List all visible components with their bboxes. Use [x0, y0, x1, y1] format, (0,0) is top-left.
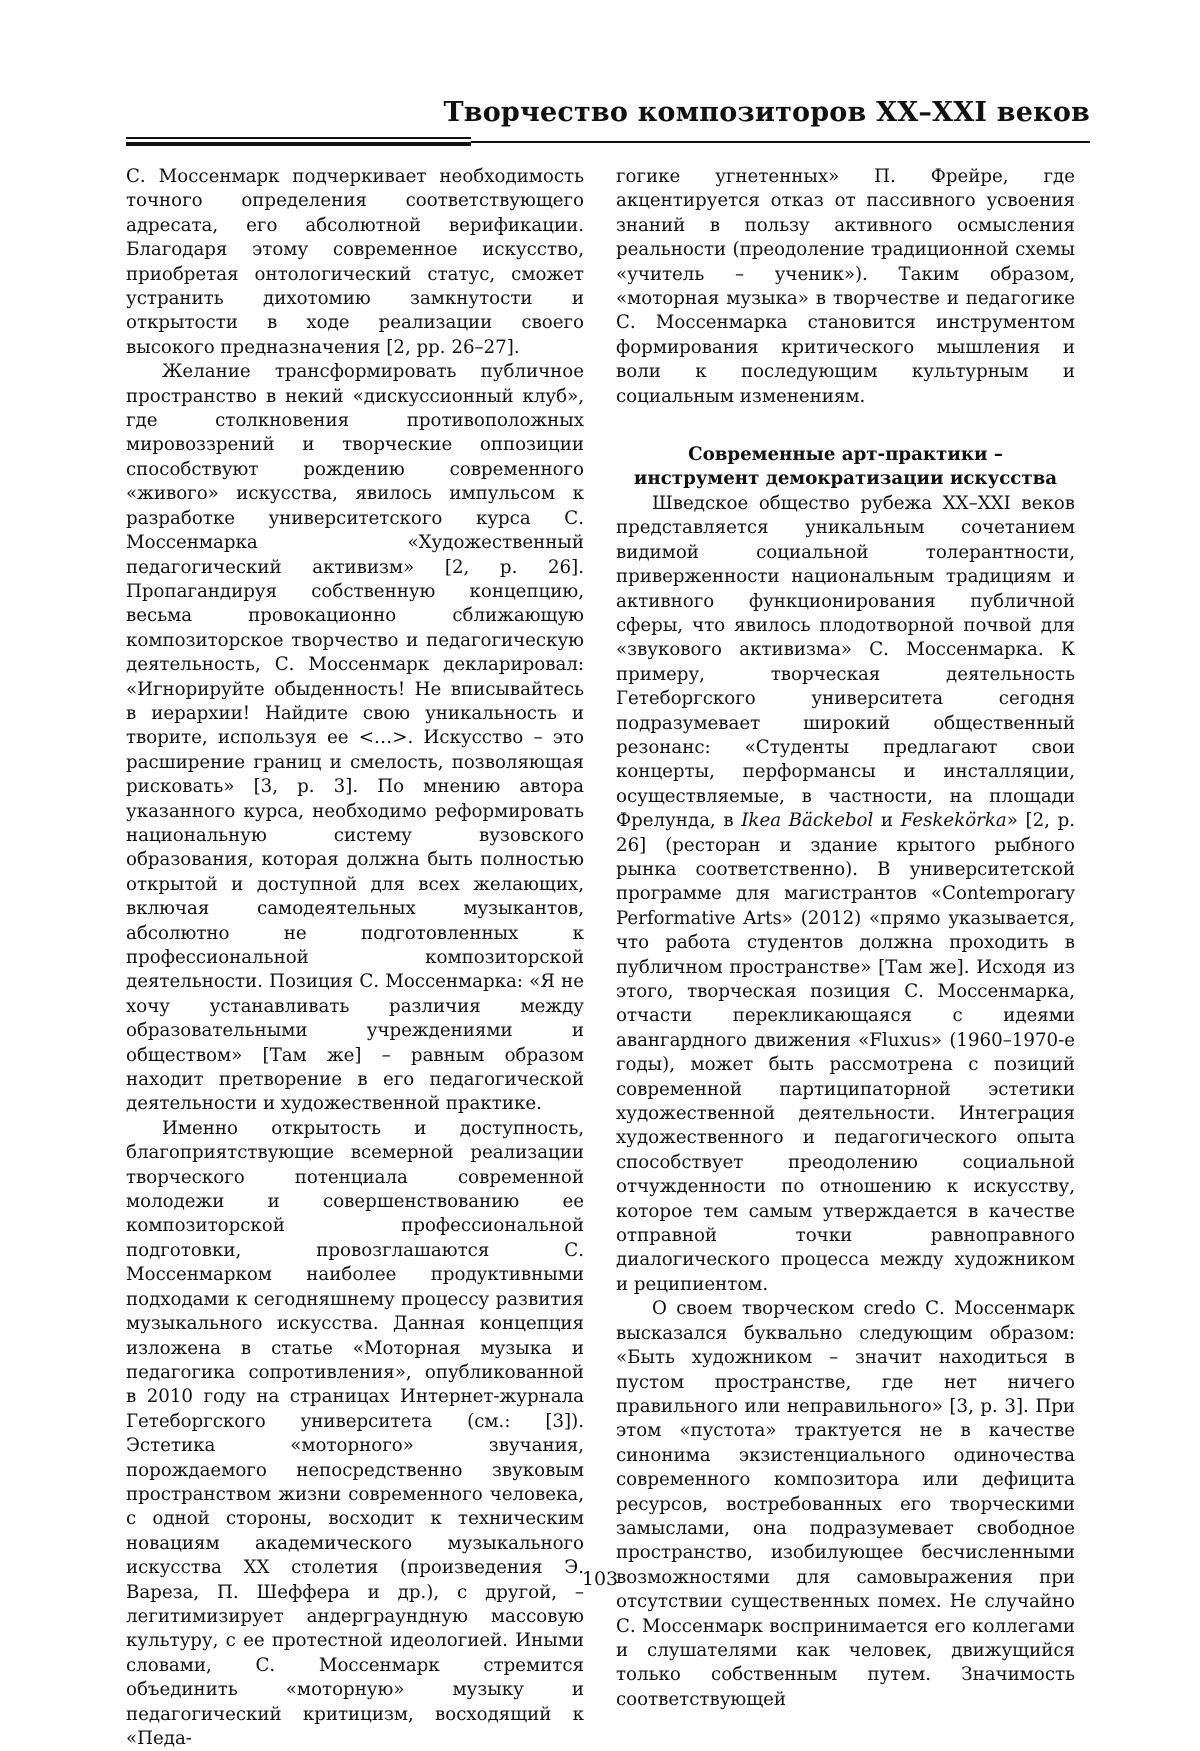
header-rule-thin	[126, 137, 471, 139]
italic-term-feskekorka: Feskekörka	[900, 810, 1007, 832]
header-rule-long	[471, 141, 1090, 143]
section-heading	[616, 443, 1075, 492]
running-header-title: Творчество композиторов XX–XXI веков	[443, 97, 1090, 128]
header-rule-thick	[126, 142, 471, 146]
left-column	[126, 165, 584, 1751]
right-paragraph-1: гогике угнетенных» П. Фрейре, где акцентируется отказ от пассивного усвоения знаний в пользу активного осмысления реальности (преодоление традиционной схемы «учитель – ученик»). Таким образом, «моторная музыка» в творчестве и педагогике С. Моссенмарка становится инструментом формирования критического мышления и воли к последующим культурным и социальным изменениям.	[616, 166, 1075, 407]
section-heading-line-1: Современные арт-практики –	[688, 444, 1003, 466]
right-paragraph-2-rest: » [2, p. 26] (ресторан и здание крытого рыбного рынка соответственно). В университетской программе для магистрантов «Contemporary Performative Arts» (2012) «прямо указывается, что работа студентов должна проходить в публичном пространстве» [Там же]. Исходя из этого, творческая позиция С. Моссенмарка, отчасти перекликающаяся с идеями авангардного движения «Fluxus» (1960–1970-е годы), может быть рассмотрена с позиций современной партиципаторной эстетики художественной деятельности. Интеграция художественного и педагогического опыта способствует преодолению социальной отчужденности по отношению к искусству, которое тем самым утверждается в качестве отправной точки равноправного диалогического процесса между художником и реципиентом.	[616, 810, 1076, 1295]
italic-term-ikea: Ikea Bäckebol	[741, 810, 874, 832]
left-paragraph-3: Именно открытость и доступность, благоприятствующие всемерной реализации творческого потенциала современной молодежи и совершенствованию ее композиторской профессиональной подготовки, провозглашаются С. Моссенмарком наиболее продуктивными подходами к сегодняшнему процессу развития музыкального искусства. Данная концепция изложена в статье «Моторная музыка и педагогика сопротивления», опубликованной в 2010 году на страницах Интернет-журнала Гетеборгского университета (см.: [3]). Эстетика «моторного» звучания, порождаемого непосредственно звуковым пространством жизни современного человека, с одной стороны, восходит к техническим новациям академического музыкального искусства XX столетия (произведения Э. Вареза, П. Шеффера и др.), с другой, – легитимизирует андерграундную массовую культуру, с ее протестной идеологией. Иными словами, С. Моссенмарк стремится объединить «моторную» музыку и педагогический критицизм, восходящий к «Педа-	[126, 1117, 584, 1749]
section-heading-line-2: инструмент демократизации искусства	[633, 468, 1058, 490]
right-paragraph-2	[616, 492, 1075, 1297]
right-paragraph-3: О своем творческом credo С. Моссенмарк высказался буквально следующим образом: «Быть художником – значит находиться в пустом пространстве, где нет ничего правильного или неправильного» [3, p. 3]. При этом «пустота» трактуется не в качестве синонима экзистенциального одиночества современного композитора или дефицита ресурсов, востребованных его творческими замыслами, она подразумевает свободное пространство, изобилующее бесчисленными возможностями для самовыражения при отсутствии существенных помех. Не случайно С. Моссенмарк воспринимается его коллегами и слушателями как человек, движущийся только собственным путем. Значимость соответствующей	[616, 1298, 1075, 1710]
right-paragraph-2-text: Шведское общество рубежа XX–XXI веков представляется уникальным сочетанием видимой социальной толерантности, приверженности национальным традициям и активного функционирования публичной сферы, что явилось плодотворной почвой для «звукового активизма» С. Моссенмарка. К примеру, творческая деятельность Гетеборгского университета сегодня подразумевает широкий общественный резонанс: «Студенты предлагают свои концерты, перформансы и инсталляции, осуществляемые, в частности, на площади Фрелунда, в	[616, 492, 1075, 832]
left-paragraph-1: С. Моссенмарк подчеркивает необходимость точного определения соответствующего адресата, его абсолютной верификации. Благодаря этому современное искусство, приобретая онтологический статус, сможет устранить дихотомию замкнутости и открытости в ходе реализации своего высокого предназначения [2, pp. 26–27].	[126, 166, 584, 358]
page-number: 103	[581, 1568, 619, 1590]
left-paragraph-2: Желание трансформировать публичное пространство в некий «дискуссионный клуб», где столкновения противоположных мировоззрений и творческие оппозиции способствуют рождению современного «живого» искусства, явилось импульсом к разработке университетского курса С. Моссенмарка «Художественный педагогический активизм» [2, p. 26]. Пропагандируя собственную концепцию, весьма провокационно сближающую композиторское творчество и педагогическую деятельность, С. Моссенмарк декларировал: «Игнорируйте обыденность! Не вписывайтесь в иерархии! Найдите свою уникальность и творите, используя ее <…>. Искусство – это расширение границ и смелость, позволяющая рисковать» [3, p. 3]. По мнению автора указанного курса, необходимо реформировать национальную систему вузовского образования, которая должна быть полностью открытой и доступной для всех желающих, включая самодеятельных музыкантов, абсолютно не подготовленных к профессиональной композиторской деятельности. Позиция С. Моссенмарка: «Я не хочу устанавливать различия между образовательными учреждениями и обществом» [Там же] – равным образом находит претворение в его педагогической деятельности и художественной практике.	[126, 361, 584, 1115]
conjunction: и	[873, 810, 901, 832]
right-column	[616, 165, 1075, 1712]
